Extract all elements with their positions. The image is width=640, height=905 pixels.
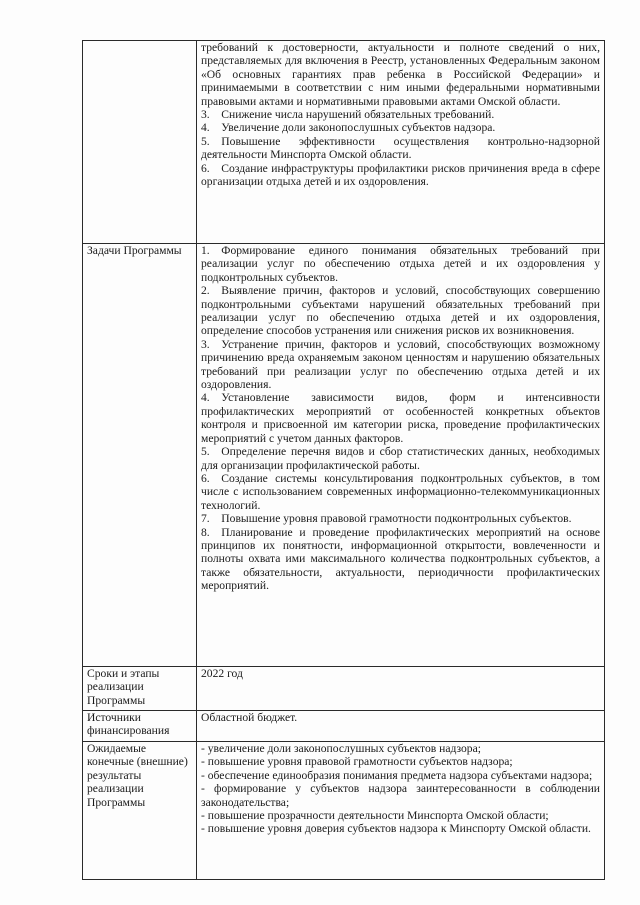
task-4: 4. Установление зависимости видов, форм и интенсивности профилактических мероприятий от особенностей конкретных объектов контроля и присвоенной им категории риска, проведение профилактических мероприятий с учетом данных факторов. [201,391,600,445]
table-row [83,711,605,742]
task-5: 5. Определение перечня видов и сбор статистических данных, необходимых для организации профилактической работы. [201,445,600,472]
table-row [83,244,605,667]
row-label-timing: Сроки и этапы реализации Программы [83,667,197,711]
goal-4: 4. Увеличение доли законопослушных субъектов надзора. [201,121,496,135]
result-item: - обеспечение единообразия понимания предмета надзора субъектами надзора; [201,768,593,782]
task-8: 8. Планирование и проведение профилактических мероприятий на основе принципов их понятности, информационной открытости, вовлеченности и полноты охвата ими максимального количества подконтрольных субъектов, а также обязательности, актуальности, периодичности профилактических мероприятий. [201,525,600,593]
table-row [83,41,605,244]
program-passport-table [82,40,605,880]
result-item: - формирование у субъектов надзора заинтересованности в соблюдении законодательства; [201,782,600,809]
timing-value: 2022 год [201,667,243,680]
table-row [83,742,605,880]
task-3: 3. Устранение причин, факторов и условий, способствующих возможному причинению вреда охраняемым законом ценностям и нарушению обязательных требований при реализации услуг по обеспечению отдыха детей и их оздоровления. [201,337,600,392]
goals-continuation-cell [197,41,605,244]
results-cell [197,742,605,880]
result-item: - повышение уровня правовой грамотности субъектов надзора; [201,755,513,769]
result-item: - повышение прозрачности деятельности Минспорта Омской области; [201,809,549,823]
goal-3: 3. Снижение числа нарушений обязательных требований. [201,108,495,122]
task-6: 6. Создание системы консультирования подконтрольных субъектов, в том числе с использованием современных информационно-телекоммуникационных технологий. [201,471,600,512]
row-label-financing: Источники финансирования [83,711,197,742]
row-label-results: Ожидаемые конечные (внешние) результаты реализации Программы [83,742,197,880]
result-item: - увеличение доли законопослушных субъектов надзора; [201,742,481,755]
row-label-empty [83,41,197,244]
financing-cell [197,711,605,742]
goal-5: 5. Повышение эффективности осуществления контрольно-надзорной деятельности Минспорта Омской области. [201,134,600,162]
goal-2-continuation: требований к достоверности, актуальности и полноте сведений о них, представляемых для включения в Реестр, установленных Федеральным законом «Об основных гарантиях прав ребенка в Российской Федерации» и принимаемыми в соответствии с ним иными федеральными нормативными правовыми актами и нормативными правовыми актами Омской области. [201,41,600,108]
financing-value: Областной бюджет. [201,711,298,724]
table-row [83,667,605,711]
result-item: - повышение уровня доверия субъектов надзора к Минспорту Омской области. [201,822,591,836]
task-7: 7. Повышение уровня правовой грамотности подконтрольных субъектов. [201,512,572,526]
timing-cell [197,667,605,711]
task-2: 2. Выявление причин, факторов и условий, способствующих совершению подконтрольными субъектами нарушений обязательных требований при реализации услуг по обеспечению отдыха детей и их оздоровления, определение способов устранения или снижения рисков их возникновения. [201,284,600,338]
task-1: 1. Формирование единого понимания обязательных требований при реализации услуг по обеспечению отдыха детей и их оздоровления у подконтрольных субъектов. [201,244,600,284]
tasks-cell [197,244,605,667]
row-label-tasks: Задачи Программы [83,244,197,667]
goal-6: 6. Создание инфраструктуры профилактики рисков причинения вреда в сфере организации отдыха детей и их оздоровления. [201,161,600,189]
